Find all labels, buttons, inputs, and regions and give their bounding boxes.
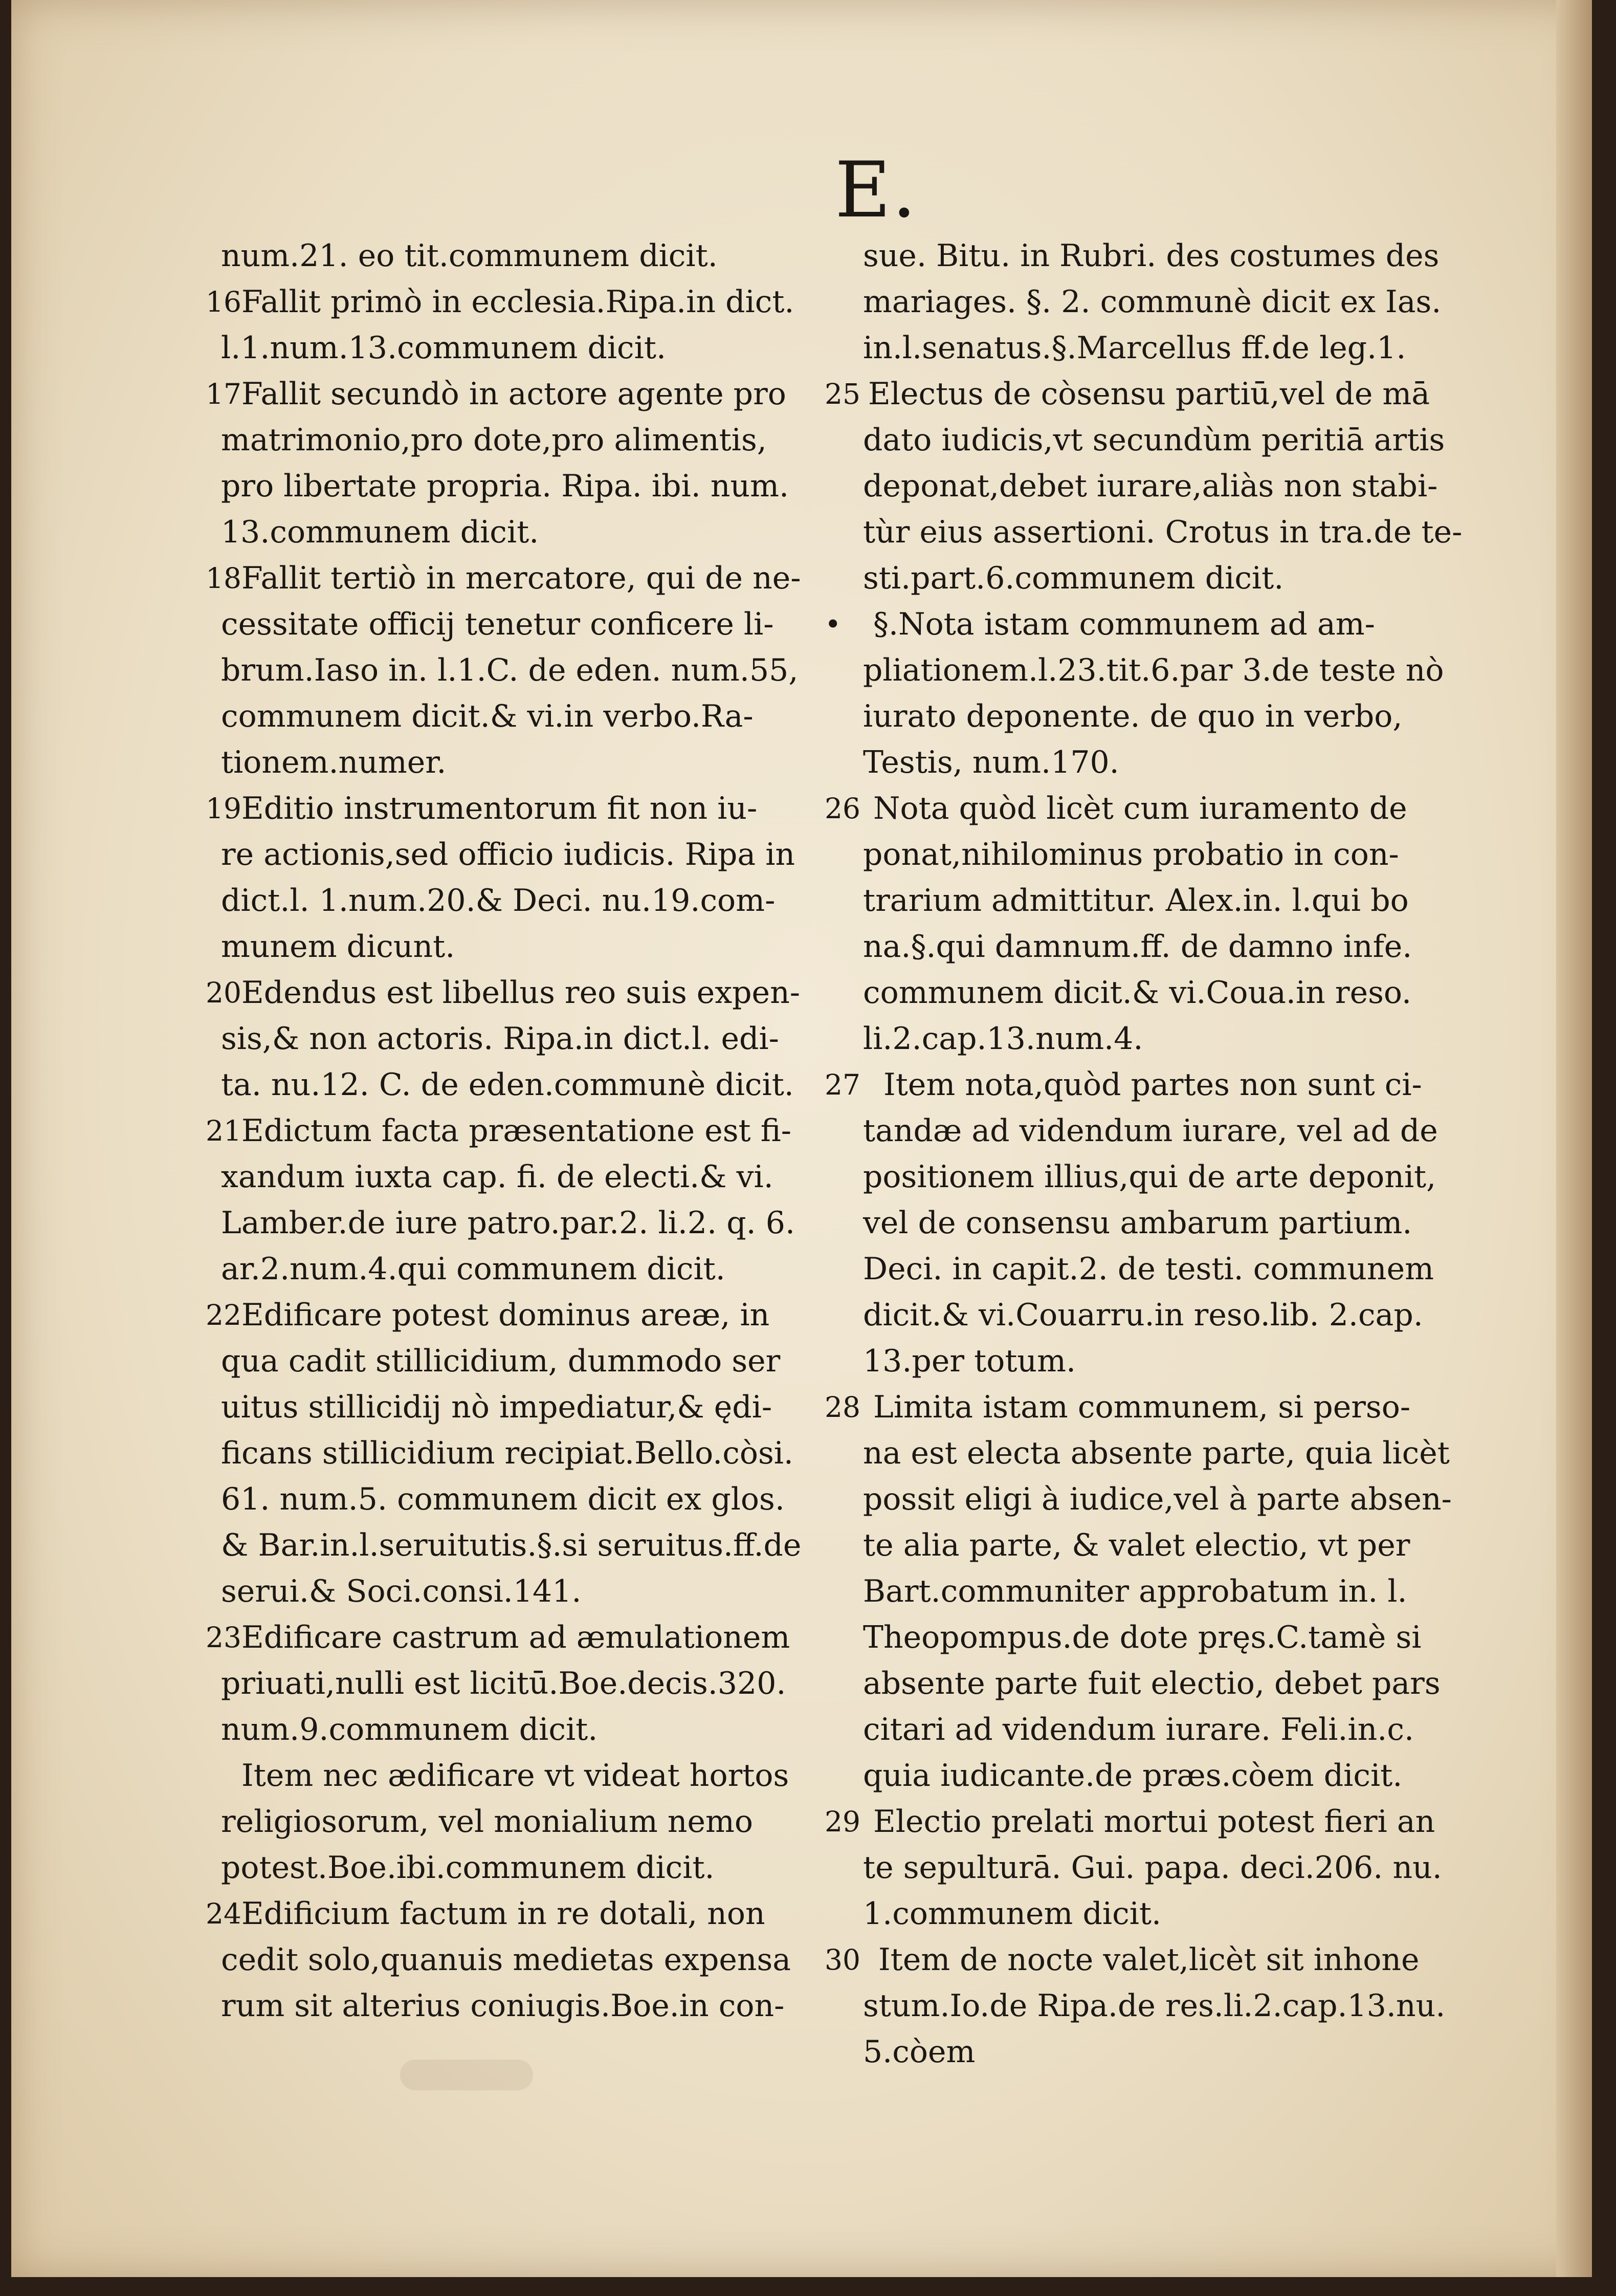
text-line: positionem illius,qui de arte deponit, <box>863 1159 1436 1195</box>
text-line: na.§.qui damnum.ff. de damno infe. <box>863 929 1412 965</box>
entry-number: 26 <box>825 792 860 825</box>
text-line: 5.còem <box>863 2034 976 2070</box>
text-line: ta. nu.12. C. de eden.communè dicit. <box>221 1067 794 1103</box>
text-line: pro libertate propria. Ripa. ibi. num. <box>221 468 789 504</box>
text-line: rum sit alterius coniugis.Boe.in con- <box>221 1988 785 2024</box>
text-line: Item nec ædificare vt videat hortos <box>241 1758 789 1794</box>
text-line: ficans stillicidium recipiat.Bello.còsi. <box>221 1435 793 1471</box>
text-line: Limita istam communem, si perso- <box>873 1389 1411 1425</box>
text-line: sti.part.6.communem dicit. <box>863 560 1284 596</box>
text-line: li.2.cap.13.num.4. <box>863 1021 1143 1057</box>
text-line: absente parte fuit electio, debet pars <box>863 1666 1441 1701</box>
text-line: 13.communem dicit. <box>221 514 539 550</box>
text-line: §.Nota istam communem ad am- <box>873 606 1375 642</box>
text-line: Edificare potest dominus areæ, in <box>241 1297 770 1333</box>
entry-number: 28 <box>825 1391 860 1424</box>
book-page <box>11 0 1592 2277</box>
entry-number: 17 <box>206 378 241 410</box>
page-heading-letter: E. <box>835 146 918 235</box>
text-line: num.9.communem dicit. <box>221 1712 598 1747</box>
entry-number: 23 <box>206 1621 241 1654</box>
text-line: religiosorum, vel monialium nemo <box>221 1804 754 1840</box>
entry-number: 20 <box>206 976 241 1009</box>
text-line: deponat,debet iurare,aliàs non stabi- <box>863 468 1438 504</box>
entry-number: 22 <box>206 1299 241 1331</box>
text-line: tionem.numer. <box>221 745 447 780</box>
entry-number: 25 <box>825 378 860 410</box>
text-line: vel de consensu ambarum partium. <box>863 1205 1412 1241</box>
text-line: Fallit primò in ecclesia.Ripa.in dict. <box>241 284 794 320</box>
ink-smudge <box>400 2060 533 2090</box>
text-line: trarium admittitur. Alex.in. l.qui bo <box>863 883 1409 919</box>
text-line: te sepulturā. Gui. papa. deci.206. nu. <box>863 1850 1442 1886</box>
text-line: ar.2.num.4.qui communem dicit. <box>221 1251 725 1287</box>
entry-number: 27 <box>825 1068 860 1101</box>
text-line: & Bar.in.l.seruitutis.§.si seruitus.ff.de <box>221 1527 802 1563</box>
text-line: na est electa absente parte, quia licèt <box>863 1435 1450 1471</box>
text-line: num.21. eo tit.communem dicit. <box>221 238 718 274</box>
text-line: dict.l. 1.num.20.& Deci. nu.19.com- <box>221 883 776 919</box>
text-line: mariages. §. 2. communè dicit ex Ias. <box>863 284 1442 320</box>
text-line: Bart.communiter approbatum in. l. <box>863 1573 1407 1609</box>
text-line: citari ad videndum iurare. Feli.in.c. <box>863 1712 1414 1747</box>
text-line: priuati,nulli est licitū.Boe.decis.320. <box>221 1666 786 1701</box>
entry-number: 21 <box>206 1114 241 1147</box>
text-line: 1.communem dicit. <box>863 1896 1162 1932</box>
text-line: cessitate officij tenetur conficere li- <box>221 606 774 642</box>
entry-number: • <box>825 608 842 641</box>
text-line: Edendus est libellus reo suis expen- <box>241 975 800 1011</box>
text-line: matrimonio,pro dote,pro alimentis, <box>221 422 767 458</box>
entry-number: 29 <box>825 1805 860 1838</box>
text-line: Editio instrumentorum fit non iu- <box>241 791 758 826</box>
entry-number: 18 <box>206 562 241 595</box>
text-line: communem dicit.& vi.in verbo.Ra- <box>221 698 754 734</box>
text-line: Fallit secundò in actore agente pro <box>241 376 786 412</box>
text-line: dato iudicis,vt secundùm peritiā artis <box>863 422 1445 458</box>
text-line: tandæ ad videndum iurare, vel ad de <box>863 1113 1438 1149</box>
text-line: potest.Boe.ibi.communem dicit. <box>221 1850 715 1886</box>
text-line: Theopompus.de dote pręs.C.tamè si <box>863 1620 1422 1655</box>
text-line: communem dicit.& vi.Coua.in reso. <box>863 975 1412 1011</box>
text-line: ponat,nihilominus probatio in con- <box>863 837 1399 872</box>
entry-number: 16 <box>206 286 241 318</box>
text-line: Edificare castrum ad æmulationem <box>241 1620 790 1655</box>
text-line: Lamber.de iure patro.par.2. li.2. q. 6. <box>221 1205 795 1241</box>
text-line: possit eligi à iudice,vel à parte absen- <box>863 1481 1452 1517</box>
entry-number: 19 <box>206 792 241 825</box>
text-line: pliationem.l.23.tit.6.par 3.de teste nò <box>863 652 1444 688</box>
text-line: brum.Iaso in. l.1.C. de eden. num.55, <box>221 652 799 688</box>
text-line: sis,& non actoris. Ripa.in dict.l. edi- <box>221 1021 779 1057</box>
text-line: Edificium factum in re dotali, non <box>241 1896 765 1932</box>
text-line: Item de nocte valet,licèt sit inhone <box>878 1942 1420 1978</box>
text-line: te alia parte, & valet electio, vt per <box>863 1527 1410 1563</box>
text-line: Electus de còsensu partiū,vel de mā <box>868 376 1430 412</box>
text-line: Fallit tertiò in mercatore, qui de ne- <box>241 560 801 596</box>
text-line: Nota quòd licèt cum iuramento de <box>873 791 1407 826</box>
text-line: quia iudicante.de præs.còem dicit. <box>863 1758 1403 1794</box>
text-line: l.1.num.13.communem dicit. <box>221 330 667 366</box>
text-line: 61. num.5. communem dicit ex glos. <box>221 1481 785 1517</box>
text-line: serui.& Soci.consi.141. <box>221 1573 582 1609</box>
text-line: iurato deponente. de quo in verbo, <box>863 698 1403 734</box>
text-line: uitus stillicidij nò impediatur,& ędi- <box>221 1389 772 1425</box>
text-line: dicit.& vi.Couarru.in reso.lib. 2.cap. <box>863 1297 1423 1333</box>
text-line: 13.per totum. <box>863 1343 1076 1379</box>
text-line: qua cadit stillicidium, dummodo ser <box>221 1343 781 1379</box>
text-line: Deci. in capit.2. de testi. communem <box>863 1251 1434 1287</box>
text-line: Edictum facta præsentatione est fi- <box>241 1113 791 1149</box>
text-line: Item nota,quòd partes non sunt ci- <box>883 1067 1422 1103</box>
text-line: stum.Io.de Ripa.de res.li.2.cap.13.nu. <box>863 1988 1446 2024</box>
text-line: Electio prelati mortui potest fieri an <box>873 1804 1435 1840</box>
text-line: sue. Bitu. in Rubri. des costumes des <box>863 238 1440 274</box>
text-line: munem dicunt. <box>221 929 455 965</box>
text-line: re actionis,sed officio iudicis. Ripa in <box>221 837 795 872</box>
entry-number: 24 <box>206 1897 241 1930</box>
text-line: xandum iuxta cap. fi. de electi.& vi. <box>221 1159 773 1195</box>
text-line: tùr eius assertioni. Crotus in tra.de te- <box>863 514 1463 550</box>
text-line: Testis, num.170. <box>863 745 1119 780</box>
page-edge <box>1556 0 1592 2277</box>
text-line: in.l.senatus.§.Marcellus ff.de leg.1. <box>863 330 1406 366</box>
entry-number: 30 <box>825 1943 860 1976</box>
text-line: cedit solo,quanuis medietas expensa <box>221 1942 791 1978</box>
